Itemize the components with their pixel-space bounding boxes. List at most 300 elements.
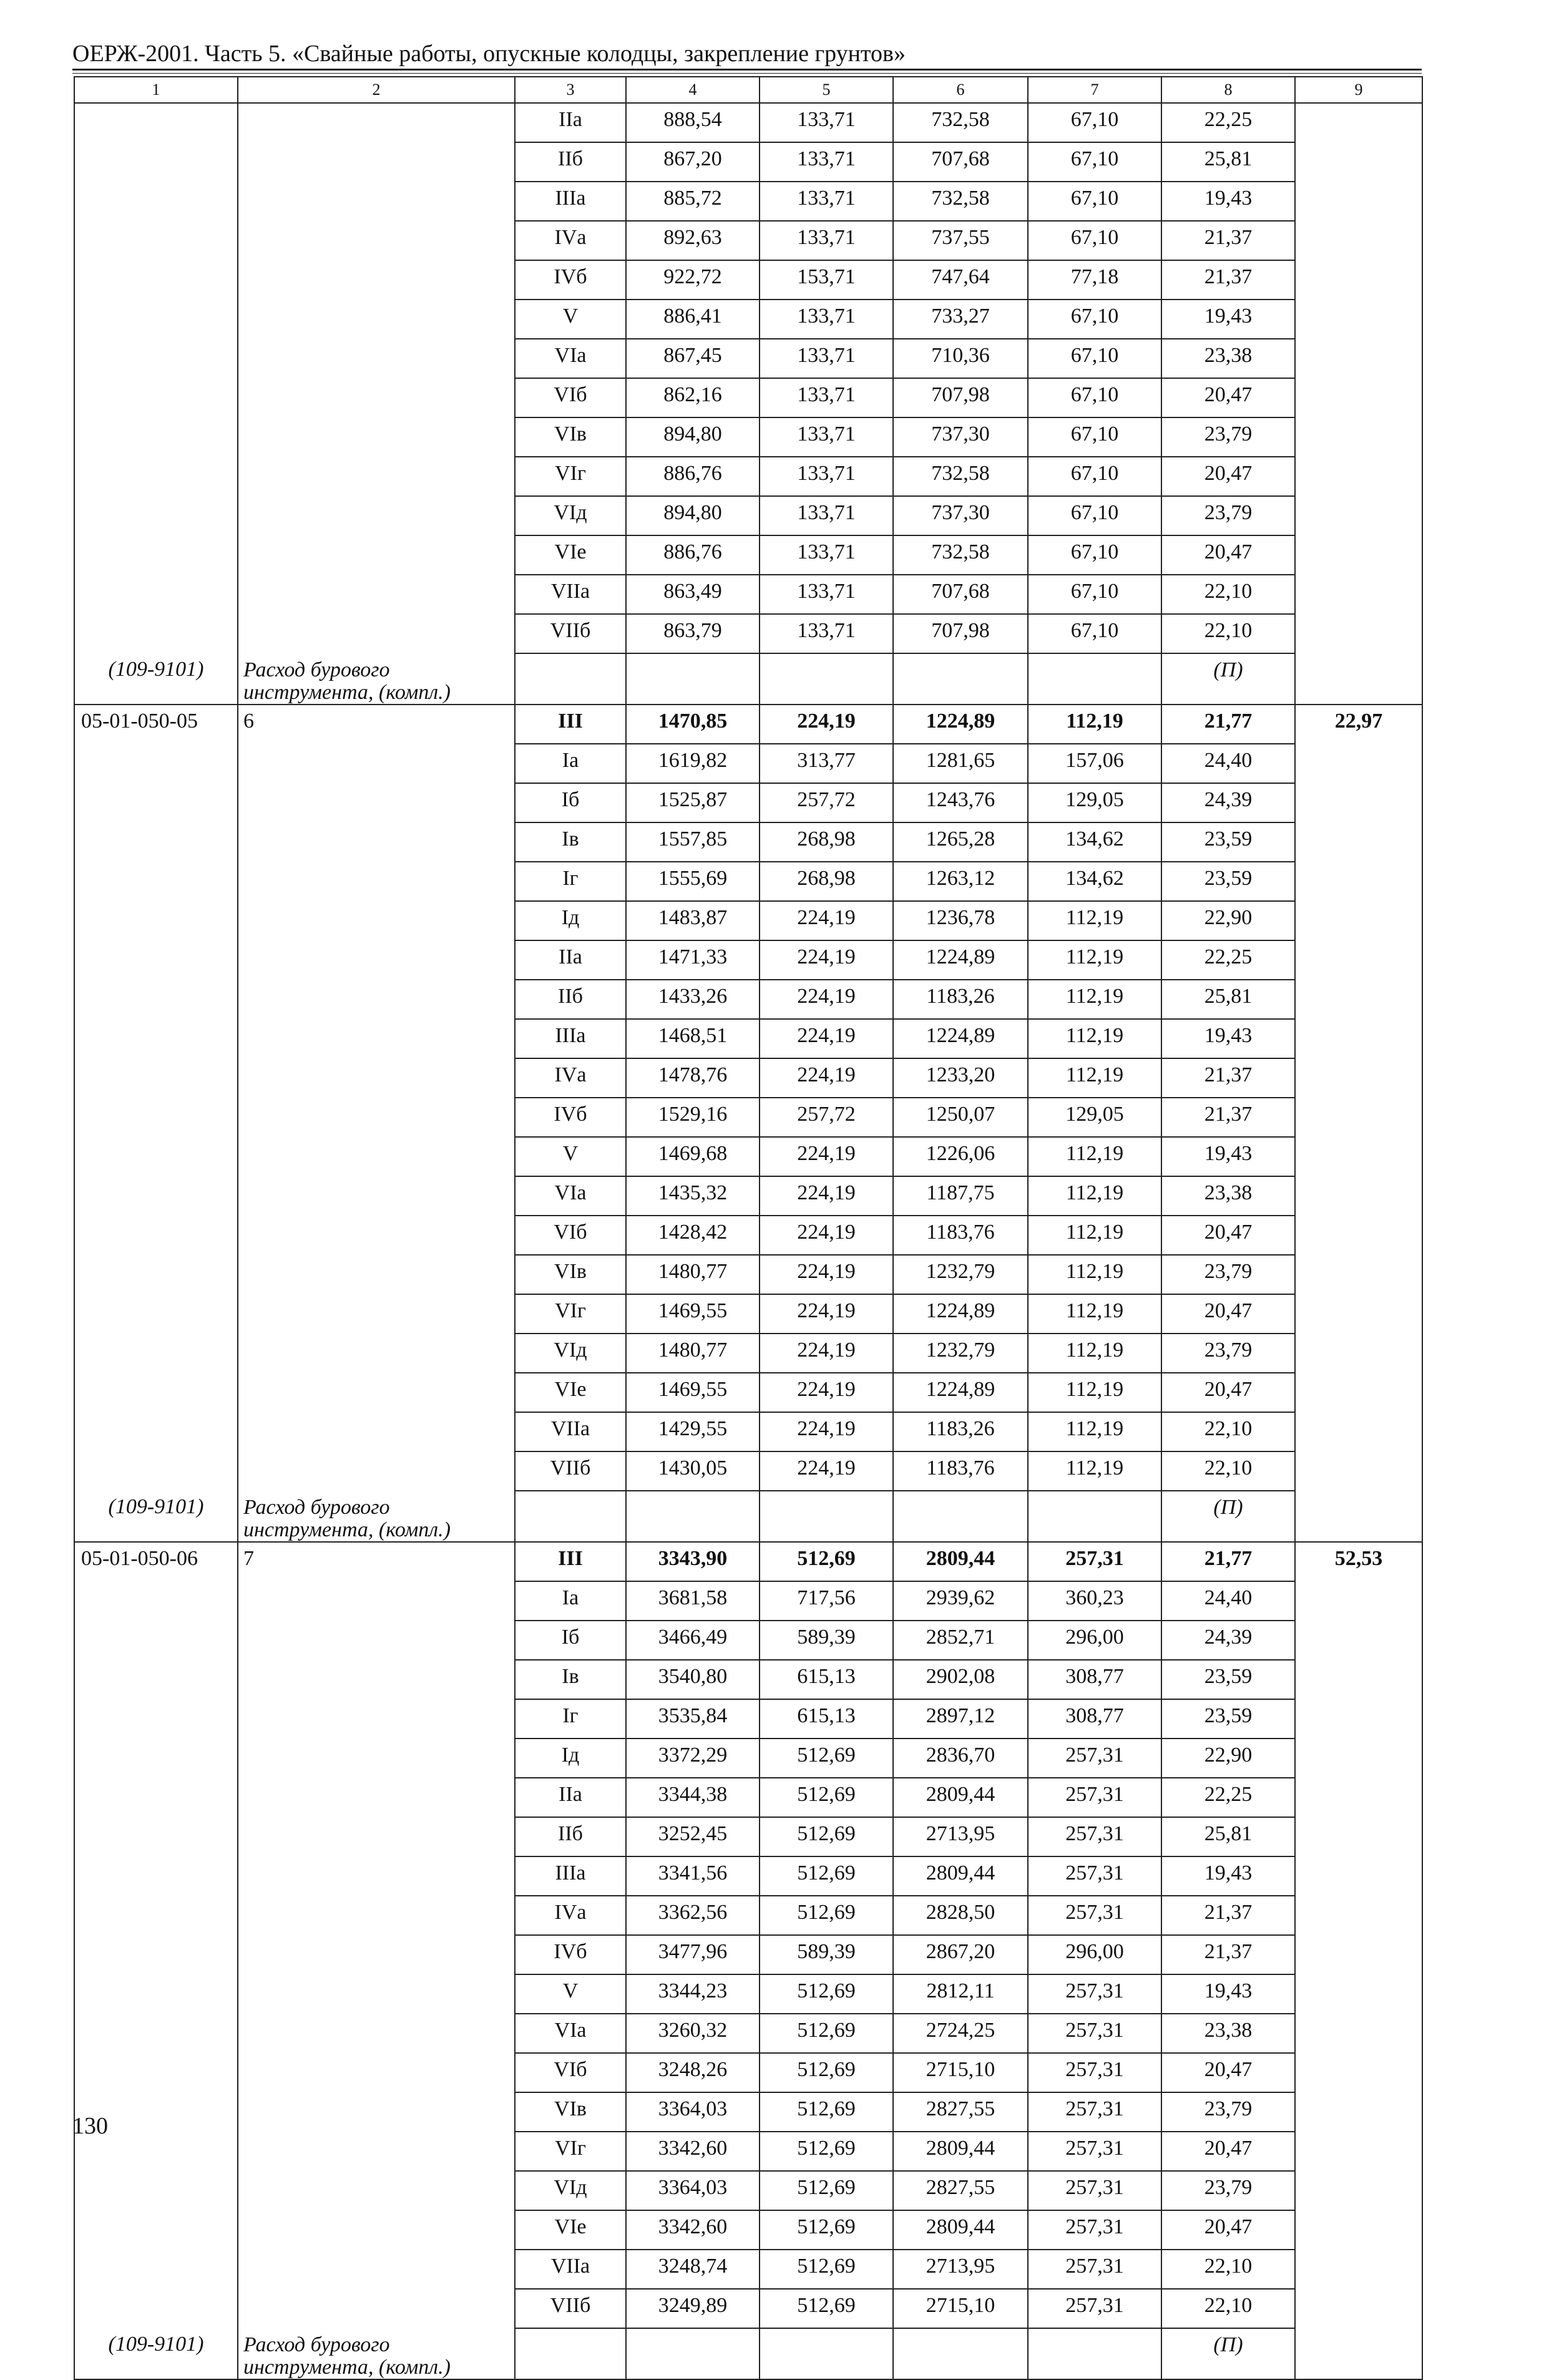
- value-labor: 21,37: [1161, 260, 1295, 300]
- rate-description: [238, 822, 515, 862]
- rate-description: [238, 2171, 515, 2210]
- zone-code: Iг: [515, 862, 626, 901]
- value-wages: 224,19: [760, 1137, 893, 1176]
- value-wages: 133,71: [760, 378, 893, 417]
- value-total-cost: 3364,03: [626, 2092, 760, 2132]
- rate-code: [74, 2250, 238, 2289]
- value-wages: 512,69: [760, 2053, 893, 2092]
- total-cell: [1295, 417, 1422, 457]
- value-machinist-wages: 112,19: [1028, 940, 1161, 980]
- value-total-cost: 1435,32: [626, 1176, 760, 1216]
- column-number: 5: [760, 77, 893, 103]
- value-wages: 512,69: [760, 2132, 893, 2171]
- rate-description: [238, 103, 515, 142]
- table-row: [74, 1896, 1422, 1935]
- rate-description: [238, 300, 515, 339]
- value-machinist-wages: 257,31: [1028, 1739, 1161, 1778]
- rate-code: [74, 744, 238, 783]
- zone-code: IIб: [515, 142, 626, 182]
- value-machines: 2809,44: [893, 2132, 1028, 2171]
- zone-code: III: [515, 1542, 626, 1581]
- rate-code: [74, 1451, 238, 1491]
- rate-code: [74, 1581, 238, 1621]
- total-cell: [1295, 2053, 1422, 2092]
- rate-description: [238, 2092, 515, 2132]
- rate-description: 6: [238, 705, 515, 744]
- zone-code: VIб: [515, 1216, 626, 1255]
- zone-code: VIг: [515, 2132, 626, 2171]
- total-cell: [1295, 1621, 1422, 1660]
- zone-code: IIб: [515, 1817, 626, 1856]
- rate-code: [74, 940, 238, 980]
- rate-description: [238, 1699, 515, 1739]
- value-total-cost: 3535,84: [626, 1699, 760, 1739]
- total-cell: [1295, 2132, 1422, 2171]
- table-cell: [515, 653, 626, 705]
- rate-description: [238, 1176, 515, 1216]
- value-machines: 2809,44: [893, 1778, 1028, 1817]
- column-number: 7: [1028, 77, 1161, 103]
- total-cell: [1295, 1451, 1422, 1491]
- total-cell: [1295, 2092, 1422, 2132]
- resource-code: (109-9101): [74, 653, 238, 705]
- total-cell: [1295, 1660, 1422, 1699]
- zone-code: VIг: [515, 1294, 626, 1334]
- zone-code: Iг: [515, 1699, 626, 1739]
- resource-code: (109-9101): [74, 2328, 238, 2379]
- rate-code: [74, 1896, 238, 1935]
- value-machines: 1232,79: [893, 1255, 1028, 1294]
- value-machinist-wages: 67,10: [1028, 575, 1161, 614]
- value-machinist-wages: 112,19: [1028, 980, 1161, 1019]
- zone-code: V: [515, 1974, 626, 2014]
- zone-code: V: [515, 300, 626, 339]
- rate-code: [74, 535, 238, 575]
- zone-code: VIг: [515, 457, 626, 496]
- zone-code: IIIа: [515, 1019, 626, 1058]
- value-total-cost: 3344,23: [626, 1974, 760, 2014]
- value-wages: 589,39: [760, 1935, 893, 1974]
- rate-code: [74, 1334, 238, 1373]
- value-machinist-wages: 296,00: [1028, 1621, 1161, 1660]
- value-wages: 224,19: [760, 705, 893, 744]
- value-total-cost: 1433,26: [626, 980, 760, 1019]
- value-labor: 23,79: [1161, 1334, 1295, 1373]
- rate-code: [74, 417, 238, 457]
- total-cell: [1295, 862, 1422, 901]
- zone-code: IVа: [515, 1896, 626, 1935]
- zone-code: VIа: [515, 339, 626, 378]
- value-machines: 1265,28: [893, 822, 1028, 862]
- zone-code: Iа: [515, 1581, 626, 1621]
- value-wages: 224,19: [760, 980, 893, 1019]
- value-machines: 2809,44: [893, 1856, 1028, 1896]
- value-labor: 22,25: [1161, 1778, 1295, 1817]
- total-cell: [1295, 1856, 1422, 1896]
- total-cell: [1295, 1334, 1422, 1373]
- value-total-cost: 3248,26: [626, 2053, 760, 2092]
- table-cell: [1028, 1491, 1161, 1542]
- rate-code: [74, 1255, 238, 1294]
- rate-description: [238, 901, 515, 940]
- total-cell: [1295, 221, 1422, 260]
- value-labor: 20,47: [1161, 378, 1295, 417]
- value-total-cost: 1470,85: [626, 705, 760, 744]
- value-wages: 615,13: [760, 1699, 893, 1739]
- zone-code: VIд: [515, 1334, 626, 1373]
- value-machinist-wages: 67,10: [1028, 535, 1161, 575]
- value-machinist-wages: 257,31: [1028, 2014, 1161, 2053]
- value-wages: 133,71: [760, 417, 893, 457]
- value-wages: 224,19: [760, 1058, 893, 1098]
- rate-description: [238, 1660, 515, 1699]
- value-machines: 2852,71: [893, 1621, 1028, 1660]
- zone-code: IVа: [515, 221, 626, 260]
- column-number: 8: [1161, 77, 1295, 103]
- value-total-cost: 885,72: [626, 182, 760, 221]
- value-machines: 1183,26: [893, 1412, 1028, 1451]
- zone-code: Iб: [515, 1621, 626, 1660]
- value-total-cost: 867,45: [626, 339, 760, 378]
- value-machines: 2827,55: [893, 2092, 1028, 2132]
- value-machinist-wages: 67,10: [1028, 378, 1161, 417]
- table-row: [74, 457, 1422, 496]
- rates-table-body: [74, 77, 1422, 2379]
- value-labor: 19,43: [1161, 1856, 1295, 1896]
- value-labor: 22,10: [1161, 614, 1295, 653]
- value-machinist-wages: 112,19: [1028, 1373, 1161, 1412]
- rate-description: [238, 496, 515, 535]
- value-total-cost: 3540,80: [626, 1660, 760, 1699]
- value-labor: 23,79: [1161, 496, 1295, 535]
- value-wages: 717,56: [760, 1581, 893, 1621]
- value-labor: 24,39: [1161, 1621, 1295, 1660]
- rate-description: [238, 1817, 515, 1856]
- value-labor: 21,37: [1161, 1098, 1295, 1137]
- rate-description: [238, 339, 515, 378]
- value-machines: 707,68: [893, 142, 1028, 182]
- rates-table: [74, 76, 1423, 2380]
- value-machinist-wages: 257,31: [1028, 2092, 1161, 2132]
- table-row: [74, 1176, 1422, 1216]
- value-total-cost: 3341,56: [626, 1856, 760, 1896]
- table-row: [74, 2092, 1422, 2132]
- table-row: [74, 862, 1422, 901]
- table-row-resource: [74, 653, 1422, 705]
- value-total-cost: 892,63: [626, 221, 760, 260]
- value-machines: 2828,50: [893, 1896, 1028, 1935]
- value-total-cost: 886,41: [626, 300, 760, 339]
- table-row: [74, 1412, 1422, 1451]
- value-machines: 1281,65: [893, 744, 1028, 783]
- value-labor: 22,10: [1161, 2289, 1295, 2328]
- column-number: 6: [893, 77, 1028, 103]
- rate-description: [238, 744, 515, 783]
- table-row: [74, 103, 1422, 142]
- table-row: [74, 339, 1422, 378]
- total-cell: [1295, 1216, 1422, 1255]
- rate-code: [74, 1058, 238, 1098]
- zone-code: IIа: [515, 940, 626, 980]
- column-number: 4: [626, 77, 760, 103]
- table-row-head: [74, 1542, 1422, 1581]
- table-row: [74, 2289, 1422, 2328]
- table-cell: [515, 2328, 626, 2379]
- value-wages: 268,98: [760, 822, 893, 862]
- value-wages: 153,71: [760, 260, 893, 300]
- value-machinist-wages: 112,19: [1028, 1216, 1161, 1255]
- rate-description: [238, 1935, 515, 1974]
- total-cell: [1295, 2289, 1422, 2328]
- value-total-cost: 3372,29: [626, 1739, 760, 1778]
- value-labor: 22,25: [1161, 940, 1295, 980]
- rate-code: [74, 1137, 238, 1176]
- rate-code: [74, 980, 238, 1019]
- rate-description: [238, 1739, 515, 1778]
- value-total-cost: 922,72: [626, 260, 760, 300]
- rate-description: [238, 457, 515, 496]
- rate-code: [74, 1699, 238, 1739]
- value-total-cost: 867,20: [626, 142, 760, 182]
- rate-description: [238, 1621, 515, 1660]
- value-machinist-wages: 67,10: [1028, 614, 1161, 653]
- value-machines: 2713,95: [893, 1817, 1028, 1856]
- rate-description: [238, 378, 515, 417]
- table-row: [74, 1373, 1422, 1412]
- value-total-cost: 1480,77: [626, 1255, 760, 1294]
- total-cell: [1295, 2328, 1422, 2379]
- table-row: [74, 940, 1422, 980]
- table-row: [74, 2014, 1422, 2053]
- table-row: [74, 1739, 1422, 1778]
- value-labor: 20,47: [1161, 1216, 1295, 1255]
- value-machines: 1232,79: [893, 1334, 1028, 1373]
- table-row: [74, 980, 1422, 1019]
- table-row: [74, 1778, 1422, 1817]
- total-cell: [1295, 614, 1422, 653]
- value-total-cost: 1428,42: [626, 1216, 760, 1255]
- value-labor: 19,43: [1161, 1137, 1295, 1176]
- value-total-cost: 1555,69: [626, 862, 760, 901]
- table-cell: [1028, 653, 1161, 705]
- value-machinist-wages: 112,19: [1028, 1334, 1161, 1373]
- rate-code: [74, 1974, 238, 2014]
- value-wages: 512,69: [760, 1974, 893, 2014]
- table-cell: [626, 1491, 760, 1542]
- total-cell: [1295, 1974, 1422, 2014]
- value-wages: 512,69: [760, 1896, 893, 1935]
- value-labor: 24,40: [1161, 1581, 1295, 1621]
- value-machines: 1224,89: [893, 1019, 1028, 1058]
- value-labor: 22,90: [1161, 901, 1295, 940]
- value-total-cost: 1478,76: [626, 1058, 760, 1098]
- rate-code: [74, 2014, 238, 2053]
- value-total-cost: 863,79: [626, 614, 760, 653]
- value-wages: 257,72: [760, 783, 893, 822]
- total-cell: 52,53: [1295, 1542, 1422, 1581]
- total-cell: [1295, 378, 1422, 417]
- value-total-cost: 3249,89: [626, 2289, 760, 2328]
- table-row: [74, 1817, 1422, 1856]
- rate-description: [238, 260, 515, 300]
- value-machines: 710,36: [893, 339, 1028, 378]
- table-cell: [760, 2328, 893, 2379]
- total-cell: [1295, 1019, 1422, 1058]
- value-labor: 25,81: [1161, 980, 1295, 1019]
- value-machinist-wages: 360,23: [1028, 1581, 1161, 1621]
- value-machines: 747,64: [893, 260, 1028, 300]
- rate-description: [238, 2250, 515, 2289]
- value-machinist-wages: 308,77: [1028, 1660, 1161, 1699]
- value-wages: 257,72: [760, 1098, 893, 1137]
- zone-code: Iд: [515, 901, 626, 940]
- total-cell: [1295, 1778, 1422, 1817]
- rate-description: [238, 182, 515, 221]
- zone-code: Iв: [515, 1660, 626, 1699]
- zone-code: VIIб: [515, 2289, 626, 2328]
- value-wages: 224,19: [760, 901, 893, 940]
- total-cell: [1295, 1137, 1422, 1176]
- table-row: [74, 2053, 1422, 2092]
- header-rule-thin: [72, 73, 1422, 74]
- rate-code: [74, 2210, 238, 2250]
- value-machines: 1224,89: [893, 1294, 1028, 1334]
- total-cell: [1295, 901, 1422, 940]
- table-row: [74, 783, 1422, 822]
- table-row: [74, 2132, 1422, 2171]
- table-row: [74, 1974, 1422, 2014]
- value-labor: 21,77: [1161, 705, 1295, 744]
- rate-code: [74, 1098, 238, 1137]
- total-cell: [1295, 457, 1422, 496]
- total-cell: [1295, 2171, 1422, 2210]
- value-machines: 2724,25: [893, 2014, 1028, 2053]
- value-wages: 224,19: [760, 1451, 893, 1491]
- value-wages: 224,19: [760, 1294, 893, 1334]
- value-wages: 133,71: [760, 614, 893, 653]
- rate-description: [238, 1294, 515, 1334]
- value-labor: 20,47: [1161, 1294, 1295, 1334]
- value-machinist-wages: 67,10: [1028, 103, 1161, 142]
- value-wages: 512,69: [760, 1817, 893, 1856]
- rate-description: [238, 1896, 515, 1935]
- value-machines: 2809,44: [893, 2210, 1028, 2250]
- table-cell: [893, 653, 1028, 705]
- rate-code: [74, 1373, 238, 1412]
- zone-code: Iа: [515, 744, 626, 783]
- value-total-cost: 3344,38: [626, 1778, 760, 1817]
- value-machinist-wages: 257,31: [1028, 2053, 1161, 2092]
- total-cell: [1295, 142, 1422, 182]
- rate-code: [74, 1856, 238, 1896]
- rate-code: 05-01-050-06: [74, 1542, 238, 1581]
- value-machinist-wages: 112,19: [1028, 901, 1161, 940]
- rate-code: [74, 2171, 238, 2210]
- value-total-cost: 863,49: [626, 575, 760, 614]
- value-labor: 23,79: [1161, 2092, 1295, 2132]
- value-total-cost: 1619,82: [626, 744, 760, 783]
- page-number: 130: [72, 2113, 108, 2139]
- value-labor: 23,59: [1161, 862, 1295, 901]
- total-cell: [1295, 1098, 1422, 1137]
- zone-code: Iб: [515, 783, 626, 822]
- table-row: [74, 2210, 1422, 2250]
- value-labor: 21,37: [1161, 1935, 1295, 1974]
- value-wages: 133,71: [760, 221, 893, 260]
- table-row: [74, 744, 1422, 783]
- rate-code: [74, 614, 238, 653]
- value-labor: 22,90: [1161, 1739, 1295, 1778]
- zone-code: IIа: [515, 1778, 626, 1817]
- rate-description: [238, 1581, 515, 1621]
- zone-code: VIIа: [515, 575, 626, 614]
- value-wages: 512,69: [760, 1856, 893, 1896]
- value-machinist-wages: 257,31: [1028, 1778, 1161, 1817]
- value-machines: 737,30: [893, 417, 1028, 457]
- rate-description: [238, 862, 515, 901]
- value-labor: 24,40: [1161, 744, 1295, 783]
- value-machines: 2939,62: [893, 1581, 1028, 1621]
- total-cell: [1295, 1176, 1422, 1216]
- value-machinist-wages: 67,10: [1028, 339, 1161, 378]
- rate-code: [74, 1817, 238, 1856]
- total-cell: [1295, 2250, 1422, 2289]
- total-cell: [1295, 182, 1422, 221]
- rate-description: [238, 1974, 515, 2014]
- value-machinist-wages: 112,19: [1028, 1019, 1161, 1058]
- rate-code: [74, 1294, 238, 1334]
- value-machinist-wages: 67,10: [1028, 457, 1161, 496]
- total-cell: [1295, 575, 1422, 614]
- value-machinist-wages: 67,10: [1028, 417, 1161, 457]
- value-labor: 20,47: [1161, 457, 1295, 496]
- value-total-cost: 894,80: [626, 496, 760, 535]
- zone-code: VIд: [515, 496, 626, 535]
- rate-description: [238, 783, 515, 822]
- rate-description: [238, 1451, 515, 1491]
- zone-code: IIа: [515, 103, 626, 142]
- value-machines: 707,98: [893, 378, 1028, 417]
- total-cell: [1295, 1294, 1422, 1334]
- value-labor: 19,43: [1161, 300, 1295, 339]
- zone-code: IIIа: [515, 182, 626, 221]
- value-machines: 737,55: [893, 221, 1028, 260]
- table-row: [74, 901, 1422, 940]
- zone-code: VIе: [515, 2210, 626, 2250]
- value-total-cost: 3248,74: [626, 2250, 760, 2289]
- resource-unit: (П): [1161, 2328, 1295, 2379]
- value-machines: 1226,06: [893, 1137, 1028, 1176]
- table-cell: [515, 1491, 626, 1542]
- total-cell: [1295, 1255, 1422, 1294]
- table-row: [74, 417, 1422, 457]
- value-machinist-wages: 257,31: [1028, 1856, 1161, 1896]
- value-wages: 133,71: [760, 575, 893, 614]
- zone-code: VIб: [515, 378, 626, 417]
- zone-code: VIв: [515, 1255, 626, 1294]
- table-row-head: [74, 705, 1422, 744]
- rates-table-container: [74, 76, 1423, 2380]
- total-cell: [1295, 1412, 1422, 1451]
- value-wages: 133,71: [760, 496, 893, 535]
- total-cell: [1295, 1581, 1422, 1621]
- value-wages: 133,71: [760, 300, 893, 339]
- table-row: [74, 260, 1422, 300]
- rate-code: [74, 339, 238, 378]
- table-row: [74, 1294, 1422, 1334]
- value-total-cost: 1557,85: [626, 822, 760, 862]
- rate-code: [74, 1412, 238, 1451]
